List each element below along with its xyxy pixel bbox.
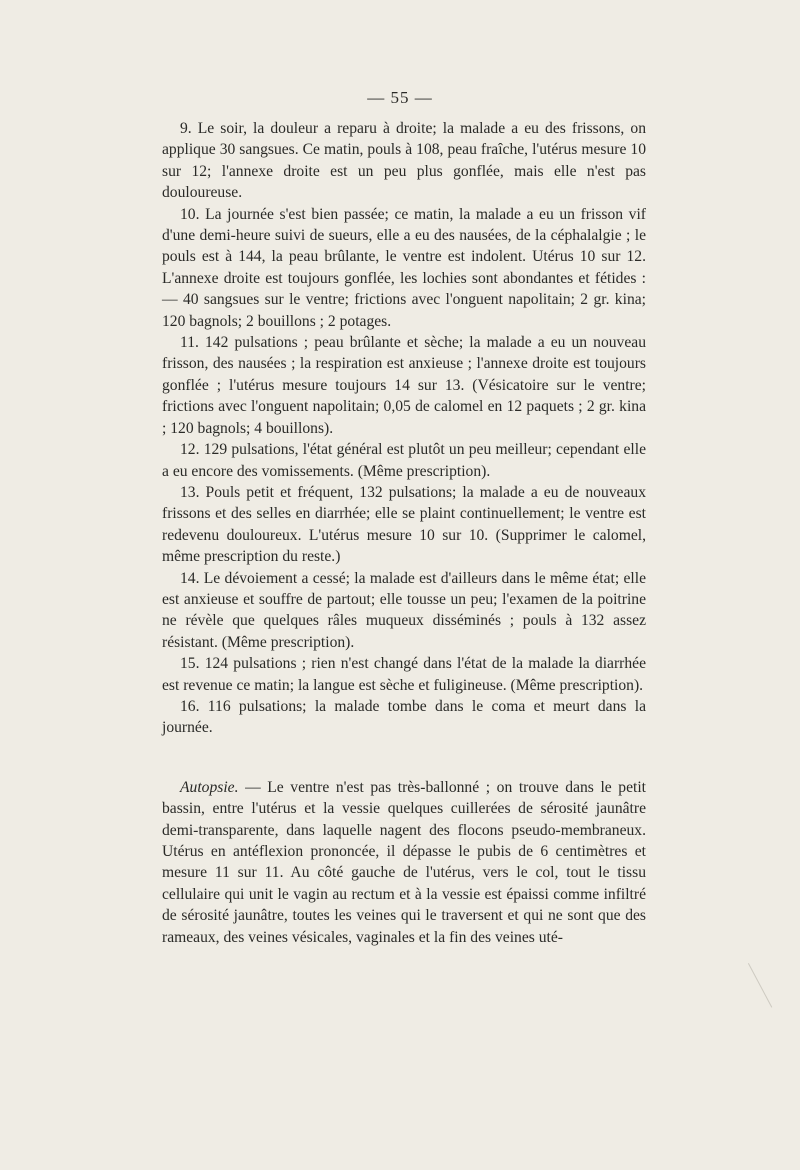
text-column bbox=[162, 118, 646, 948]
case-entry-10: 10. La journée s'est bien passée; ce matin, la malade a eu un frisson vif d'une demi-heure suivi de sueurs, elle a eu des nausées, de la céphalalgie ; le pouls est à 144, la peau brûlante, le ventre est indolent. Utérus 10 sur 12. L'annexe droite est toujours gonflée, les lochies sont abondantes et fétides : — 40 sangsues sur le ventre; frictions avec l'onguent napolitain; 2 gr. kina; 120 bagnols; 2 bouillons ; 2 potages. bbox=[162, 205, 646, 330]
case-entry-13: 13. Pouls petit et fréquent, 132 pulsations; la malade a eu de nouveaux frissons et des selles en diarrhée; elle se plaint continuellement; le ventre est redevenu douloureux. L'utérus mesure 10 sur 10. (Supprimer le calomel, même prescription du reste.) bbox=[162, 483, 646, 566]
page-edge-mark bbox=[748, 958, 781, 1007]
autopsy-heading: Autopsie. bbox=[180, 778, 239, 796]
autopsy-text: — Le ventre n'est pas très-ballonné ; on trouve dans le petit bassin, entre l'utérus et la vessie quelques cuillerées de sérosité jaunâtre demi-transparente, dans laquelle nagent des flocons pseudo-membraneux. Utérus en antéflexion prononcée, il dépasse le pubis de 6 centimètres et mesure 11 sur 11. Au côté gauche de l'utérus, vers le col, tout le tissu cellulaire qui unit le vagin au rectum et à la vessie est épaissi comme infiltré de sérosité jaunâtre, toutes les veines qui le traversent et qui ne sont que des rameaux, des veines vésicales, vaginales et la fin des veines uté- bbox=[162, 778, 646, 946]
autopsy-paragraph bbox=[162, 777, 646, 948]
case-entry-11: 11. 142 pulsations ; peau brûlante et sèche; la malade a eu un nouveau frisson, des nausées ; la respiration est anxieuse ; l'annexe droite est toujours gonflée ; l'utérus mesure toujours 14 sur 13. (Vésicatoire sur le ventre; frictions avec l'onguent napolitain; 0,05 de calomel en 12 paquets ; 2 gr. kina ; 120 bagnols; 4 bouillons). bbox=[162, 334, 646, 437]
page-number: — 55 — bbox=[367, 88, 433, 107]
case-entry-9: 9. Le soir, la douleur a reparu à droite; la malade a eu des frissons, on applique 30 sangsues. Ce matin, pouls à 108, peau fraîche, l'utérus mesure 10 sur 12; l'annexe droite est un peu plus gonflée, mais elle n'est pas douloureuse. bbox=[162, 120, 646, 202]
case-entry-12: 12. 129 pulsations, l'état général est plutôt un peu meilleur; cependant elle a eu encore des vomissements. (Même prescription). bbox=[162, 441, 646, 480]
case-entry-15: 15. 124 pulsations ; rien n'est changé dans l'état de la malade la diarrhée est revenue ce matin; la langue est sèche et fuligineuse. (Même prescription). bbox=[162, 655, 646, 694]
case-entry-14: 14. Le dévoiement a cessé; la malade est d'ailleurs dans le même état; elle est anxieuse et souffre de partout; elle tousse un peu; l'examen de la poitrine ne révèle que quelques râles muqueux disséminés ; pouls à 132 assez résistant. (Même prescription). bbox=[162, 569, 646, 651]
case-entry-16: 16. 116 pulsations; la malade tombe dans le coma et meurt dans la journée. bbox=[162, 697, 646, 737]
